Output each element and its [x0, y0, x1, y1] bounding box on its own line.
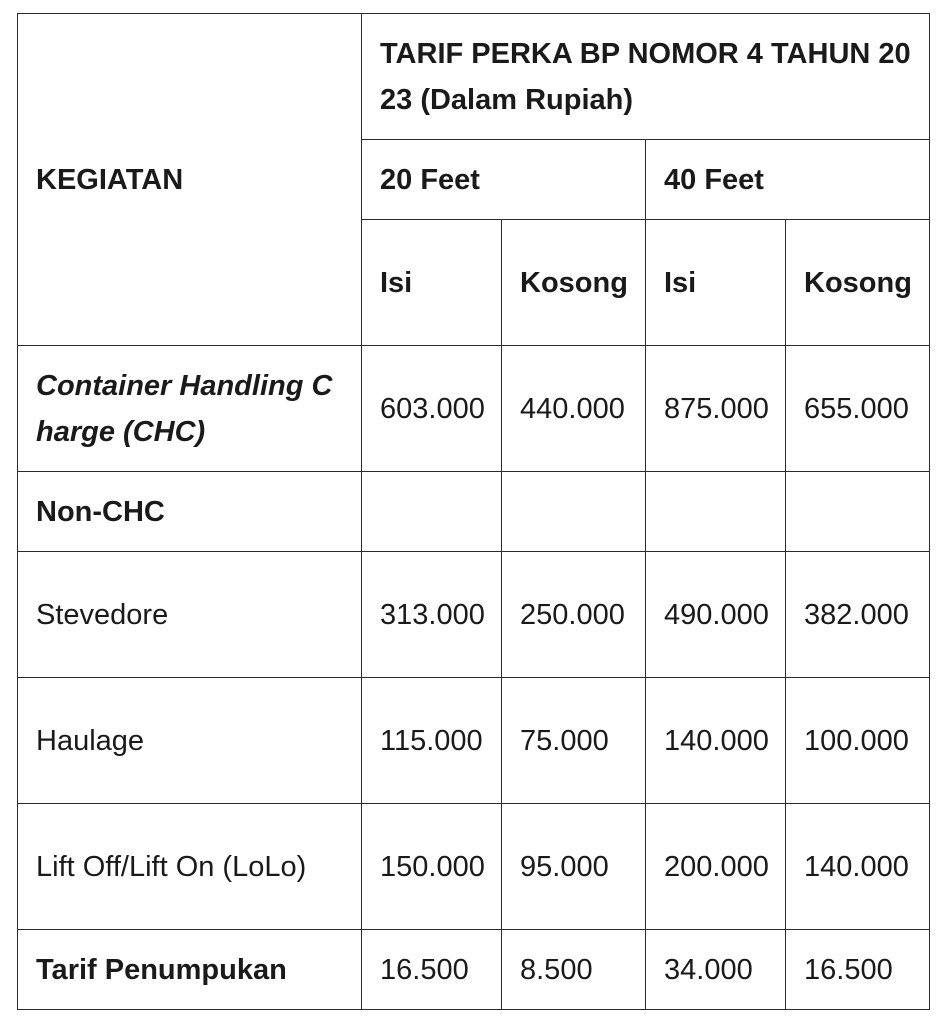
cell-40-kosong: 655.000: [786, 346, 930, 472]
table-row-chc: [18, 346, 930, 472]
cell-40-isi: 34.000: [646, 930, 786, 1010]
cell-40-isi: 875.000: [646, 346, 786, 472]
cell-40-kosong: 382.000: [786, 552, 930, 678]
tariff-table: [17, 13, 930, 1010]
header-kegiatan: KEGIATAN: [18, 14, 362, 346]
header-40-isi: Isi: [646, 220, 786, 346]
row-label: Haulage: [18, 678, 362, 804]
cell-20-isi: 16.500: [362, 930, 502, 1010]
cell-40-kosong: [786, 472, 930, 552]
row-label: Tarif Penumpukan: [18, 930, 362, 1010]
cell-40-kosong: 140.000: [786, 804, 930, 930]
cell-40-isi: [646, 472, 786, 552]
cell-40-kosong: 16.500: [786, 930, 930, 1010]
header-40-kosong: Kosong: [786, 220, 930, 346]
row-label: Container Handling Charge (CHC): [18, 346, 362, 472]
cell-40-kosong: 100.000: [786, 678, 930, 804]
cell-20-isi: 313.000: [362, 552, 502, 678]
cell-40-isi: 140.000: [646, 678, 786, 804]
cell-20-isi: 150.000: [362, 804, 502, 930]
table-row-penumpukan: [18, 930, 930, 1010]
cell-20-kosong: 95.000: [502, 804, 646, 930]
table-row-lolo: [18, 804, 930, 930]
row-label: Non-CHC: [18, 472, 362, 552]
cell-20-kosong: 8.500: [502, 930, 646, 1010]
header-20-kosong: Kosong: [502, 220, 646, 346]
header-20-isi: Isi: [362, 220, 502, 346]
cell-20-isi: 603.000: [362, 346, 502, 472]
header-20-feet: 20 Feet: [362, 140, 646, 220]
cell-20-isi: [362, 472, 502, 552]
cell-20-isi: 115.000: [362, 678, 502, 804]
cell-20-kosong: 250.000: [502, 552, 646, 678]
cell-40-isi: 200.000: [646, 804, 786, 930]
cell-40-isi: 490.000: [646, 552, 786, 678]
cell-20-kosong: 75.000: [502, 678, 646, 804]
cell-20-kosong: 440.000: [502, 346, 646, 472]
row-label: Stevedore: [18, 552, 362, 678]
cell-20-kosong: [502, 472, 646, 552]
row-label: Lift Off/Lift On (LoLo): [18, 804, 362, 930]
table-row-haulage: [18, 678, 930, 804]
table-row-non-chc: [18, 472, 930, 552]
table-row-stevedore: [18, 552, 930, 678]
header-40-feet: 40 Feet: [646, 140, 930, 220]
header-tarif: TARIF PERKA BP NOMOR 4 TAHUN 2023 (Dalam Rupiah): [362, 14, 930, 140]
